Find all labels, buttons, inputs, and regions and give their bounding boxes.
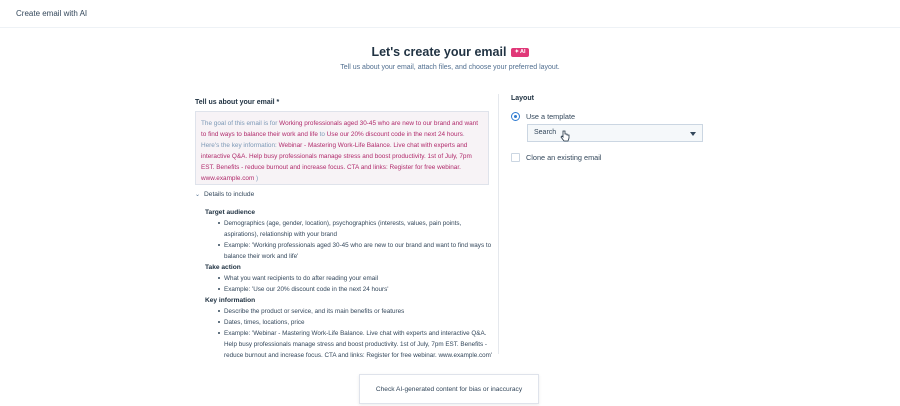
use-template-label: Use a template <box>526 112 576 121</box>
prompt-text: The goal of this email is for <box>201 120 280 127</box>
template-select-value: Search <box>534 129 557 136</box>
details-toggle[interactable] <box>195 191 254 198</box>
prompt-label: Tell us about your email * <box>195 99 280 106</box>
ai-disclaimer-toast <box>359 374 539 404</box>
column-divider <box>498 94 499 354</box>
clone-email-label: Clone an existing email <box>526 153 602 162</box>
details-section-title: Key information <box>205 297 256 304</box>
use-template-radio[interactable] <box>511 112 520 121</box>
sparkle-icon: ✦ <box>514 49 520 55</box>
details-section-title: Take action <box>205 264 241 271</box>
details-toggle-label: Details to include <box>204 191 255 198</box>
details-bullet: Dates, times, locations, price <box>205 317 495 328</box>
prompt-textarea[interactable] <box>195 111 489 185</box>
top-bar <box>0 0 900 28</box>
details-bullet: Demographics (age, gender, location), psychographics (interests, values, pain points, aspirations), relationship with your brand <box>205 218 495 240</box>
ai-badge-label: AI <box>520 49 526 55</box>
clone-email-checkbox[interactable] <box>511 153 520 162</box>
page-header <box>0 43 900 71</box>
window-title: Create email with AI <box>16 9 88 18</box>
page-subtitle: Tell us about your email, attach files, and choose your preferred layout. <box>340 64 560 71</box>
details-bullet: Describe the product or service, and its main benefits or features <box>205 306 495 317</box>
details-bullet: Example: 'Webinar - Mastering Work-Life Balance. Live chat with experts and interactive Q&A. Help busy professionals manage stress and boost productivity. 1st of July, 7pm EST. Benefits - reduce burnout and increase focus. CTA and links: Register for free webinar. www.example.com' <box>205 328 495 361</box>
details-bullet: Example: 'Use our 20% discount code in the next 24 hours' <box>205 284 495 295</box>
hand-cursor-icon <box>560 130 570 142</box>
page-title: Let's create your email <box>371 45 507 59</box>
template-search-select[interactable] <box>527 124 703 142</box>
prompt-highlighted-text: Working professionals aged 30-45 who are new to our brand and want to find ways to balance their work and life <box>201 120 478 138</box>
details-list <box>205 207 495 361</box>
details-bullet: What you want recipients to do after reading your email <box>205 273 495 284</box>
prompt-text: to <box>317 131 327 138</box>
email-description-panel <box>195 99 493 359</box>
prompt-text: ) <box>254 175 259 182</box>
ai-badge <box>511 48 528 57</box>
use-template-option[interactable] <box>511 112 575 121</box>
toast-text: Check AI-generated content for bias or inaccuracy <box>375 385 523 393</box>
prompt-highlighted-text: Use our 20% discount code in the next 24 hours <box>326 131 463 138</box>
details-bullet: Example: 'Working professionals aged 30-45 who are new to our brand and want to find ways to balance their work and life' <box>205 240 495 262</box>
layout-label: Layout <box>511 95 534 102</box>
details-section-title: Target audience <box>205 209 256 216</box>
chevron-down-icon: ⌄ <box>195 192 201 198</box>
caret-down-icon <box>690 132 696 136</box>
layout-panel <box>511 95 711 162</box>
clone-email-option[interactable] <box>511 153 601 162</box>
prompt-text: . Here's the key information: <box>201 131 465 149</box>
prompt-highlighted-text: Webinar - Mastering Work-Life Balance. Live chat with experts and interactive Q&A. Help busy professionals manage stress and boost productivity. 1st of July, 7pm EST. Benefits - reduce burnout and increase focus. CTA and links: Register for free webinar. www.example.com <box>201 142 472 182</box>
